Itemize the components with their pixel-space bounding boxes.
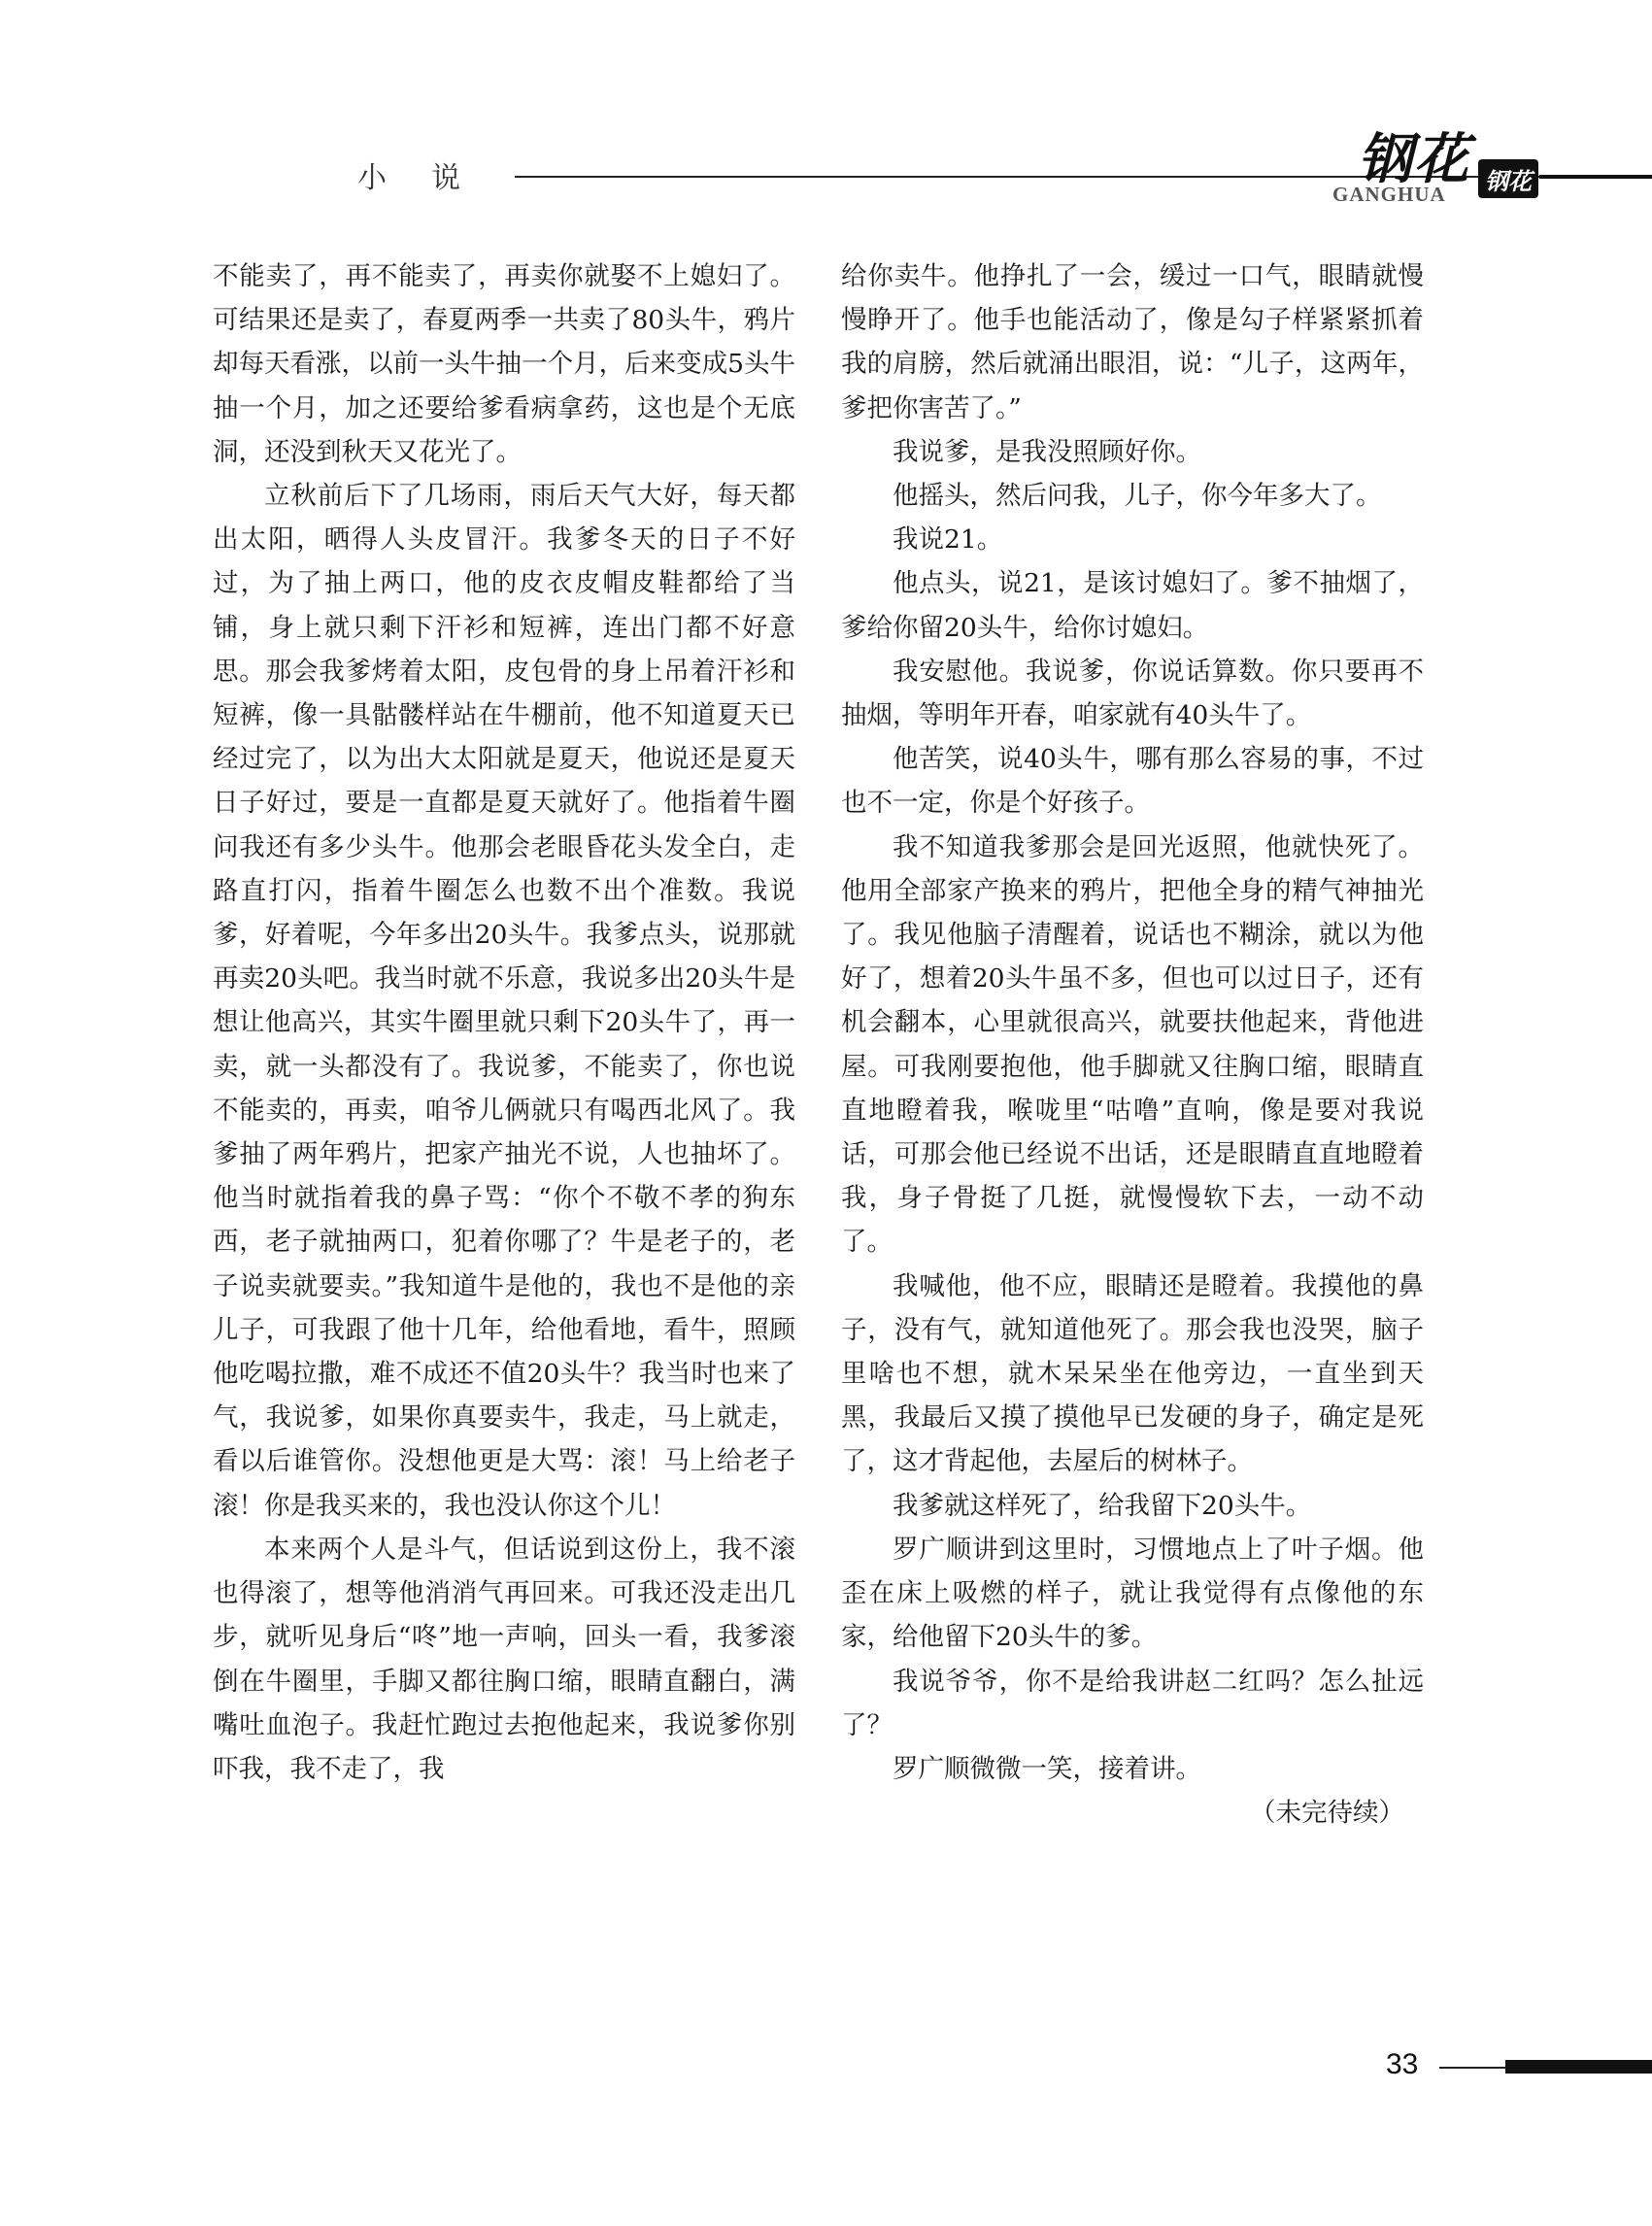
paragraph: 我说21。 bbox=[893, 524, 1003, 556]
paragraph: 罗广顺微微一笑，接着讲。 bbox=[893, 1753, 1201, 1784]
magazine-logo-latin: GANGHUA bbox=[1332, 183, 1446, 206]
magazine-logo: 钢花 bbox=[1358, 127, 1470, 191]
paragraph: 我安慰他。我说爹，你说话算数。你只要再不抽烟，等明年开春，咱家就有40头牛了。 bbox=[841, 656, 1424, 731]
section-label: 小说 bbox=[357, 161, 505, 195]
paragraph: 给你卖牛。他挣扎了一会，缓过一口气，眼睛就慢慢睁开了。他手也能活动了，像是勾子样紧紧抓着我的肩膀，然后就涌出眼泪，说：“儿子，这两年，爹把你害苦了。” bbox=[841, 261, 1424, 423]
paragraph: 不能卖了，再不能卖了，再卖你就娶不上媳妇了。可结果还是卖了，春夏两季一共卖了80头牛，鸦片却每天看涨，以前一头牛抽一个月，后来变成5头牛抽一个月，加之还要给爹看病拿药，这也是个无底洞，还没到秋天又花光了。 bbox=[213, 261, 795, 467]
paragraph: 我说爷爷，你不是给我讲赵二红吗？怎么扯远了？ bbox=[841, 1666, 1424, 1740]
paragraph: 罗广顺讲到这里时，习惯地点上了叶子烟。他歪在床上吸燃的样子，就让我觉得有点像他的东家，给他留下20头牛的爹。 bbox=[841, 1534, 1424, 1653]
paragraph: 我不知道我爹那会是回光返照，他就快死了。他用全部家产换来的鸦片，把他全身的精气神抽光了。我见他脑子清醒着，说话也不糊涂，就以为他好了，想着20头牛虽不多，但也可以过日子，还有机会翻本，心里就很高兴，就要扶他起来，背他进屋。可我刚要抱他，他手脚就又往胸口缩，眼睛直直地瞪着我，喉咙里“咕噜”直响，像是要对我说话，可那会他已经说不出话，还是眼睛直直地瞪着我，身子骨挺了几挺，就慢慢软下去，一动不动了。 bbox=[841, 831, 1424, 1258]
to-be-continued-note: （未完待续） bbox=[1250, 1798, 1404, 1829]
header-rule-accent bbox=[1539, 175, 1652, 179]
paragraph: 我爹就这样死了，给我留下20头牛。 bbox=[893, 1490, 1312, 1521]
page-number: 33 bbox=[1386, 2048, 1419, 2080]
paragraph: 本来两个人是斗气，但话说到这份上，我不滚也得滚了，想等他消消气再回来。可我还没走出几步，就听见身后“咚”地一声响，回头一看，我爹滚倒在牛圈里，手脚又都往胸口缩，眼睛直翻白，满嘴吐血泡子。我赶忙跑过去抱他起来，我说爹你别吓我，我不走了，我 bbox=[213, 1534, 795, 1784]
paragraph: 他摇头，然后问我，儿子，你今年多大了。 bbox=[893, 481, 1382, 512]
left-column bbox=[213, 254, 795, 1791]
paragraph: 我说爹，是我没照顾好你。 bbox=[893, 436, 1201, 467]
paragraph: 他点头，说21，是该讨媳妇了。爹不抽烟了，爹给你留20头牛，给你讨媳妇。 bbox=[841, 568, 1424, 643]
right-column bbox=[841, 254, 1424, 1835]
footer-rule bbox=[1439, 2067, 1505, 2069]
paragraph: 他苦笑，说40头牛，哪有那么容易的事，不过也不一定，你是个好孩子。 bbox=[841, 744, 1424, 819]
magazine-logo-badge: 钢花 bbox=[1478, 159, 1538, 198]
paragraph: 我喊他，他不应，眼睛还是瞪着。我摸他的鼻子，没有气，就知道他死了。那会我也没哭，脑子里啥也不想，就木呆呆坐在他旁边，一直坐到天黑，我最后又摸了摸他早已发硬的身子，确定是死了，这才背起他，去屋后的树林子。 bbox=[841, 1270, 1424, 1477]
footer-rule-accent bbox=[1505, 2060, 1652, 2074]
paragraph: 立秋前后下了几场雨，雨后天气大好，每天都出太阳，晒得人头皮冒汗。我爹冬天的日子不好过，为了抽上两口，他的皮衣皮帽皮鞋都给了当铺，身上就只剩下汗衫和短裤，连出门都不好意思。那会我爹烤着太阳，皮包骨的身上吊着汗衫和短裤，像一具骷髅样站在牛棚前，他不知道夏天已经过完了，以为出大太阳就是夏天，他说还是夏天日子好过，要是一直都是夏天就好了。他指着牛圈问我还有多少头牛。他那会老眼昏花头发全白，走路直打闪，指着牛圈怎么也数不出个准数。我说爹，好着呢，今年多出20头牛。我爹点头，说那就再卖20头吧。我当时就不乐意，我说多出20头牛是想让他高兴，其实牛圈里就只剩下20头牛了，再一卖，就一头都没有了。我说爹，不能卖了，你也说不能卖的，再卖，咱爷儿俩就只有喝西北风了。我爹抽了两年鸦片，把家产抽光不说，人也抽坏了。他当时就指着我的鼻子骂：“你个不敬不孝的狗东西，老子就抽两口，犯着你哪了？牛是老子的，老子说卖就要卖。”我知道牛是他的，我也不是他的亲儿子，可我跟了他十几年，给他看地，看牛，照顾他吃喝拉撒，难不成还不值20头牛？我当时也来了气，我说爹，如果你真要卖牛，我走，马上就走，看以后谁管你。没想他更是大骂：滚！马上给老子滚！你是我买来的，我也没认你这个儿！ bbox=[213, 481, 795, 1521]
